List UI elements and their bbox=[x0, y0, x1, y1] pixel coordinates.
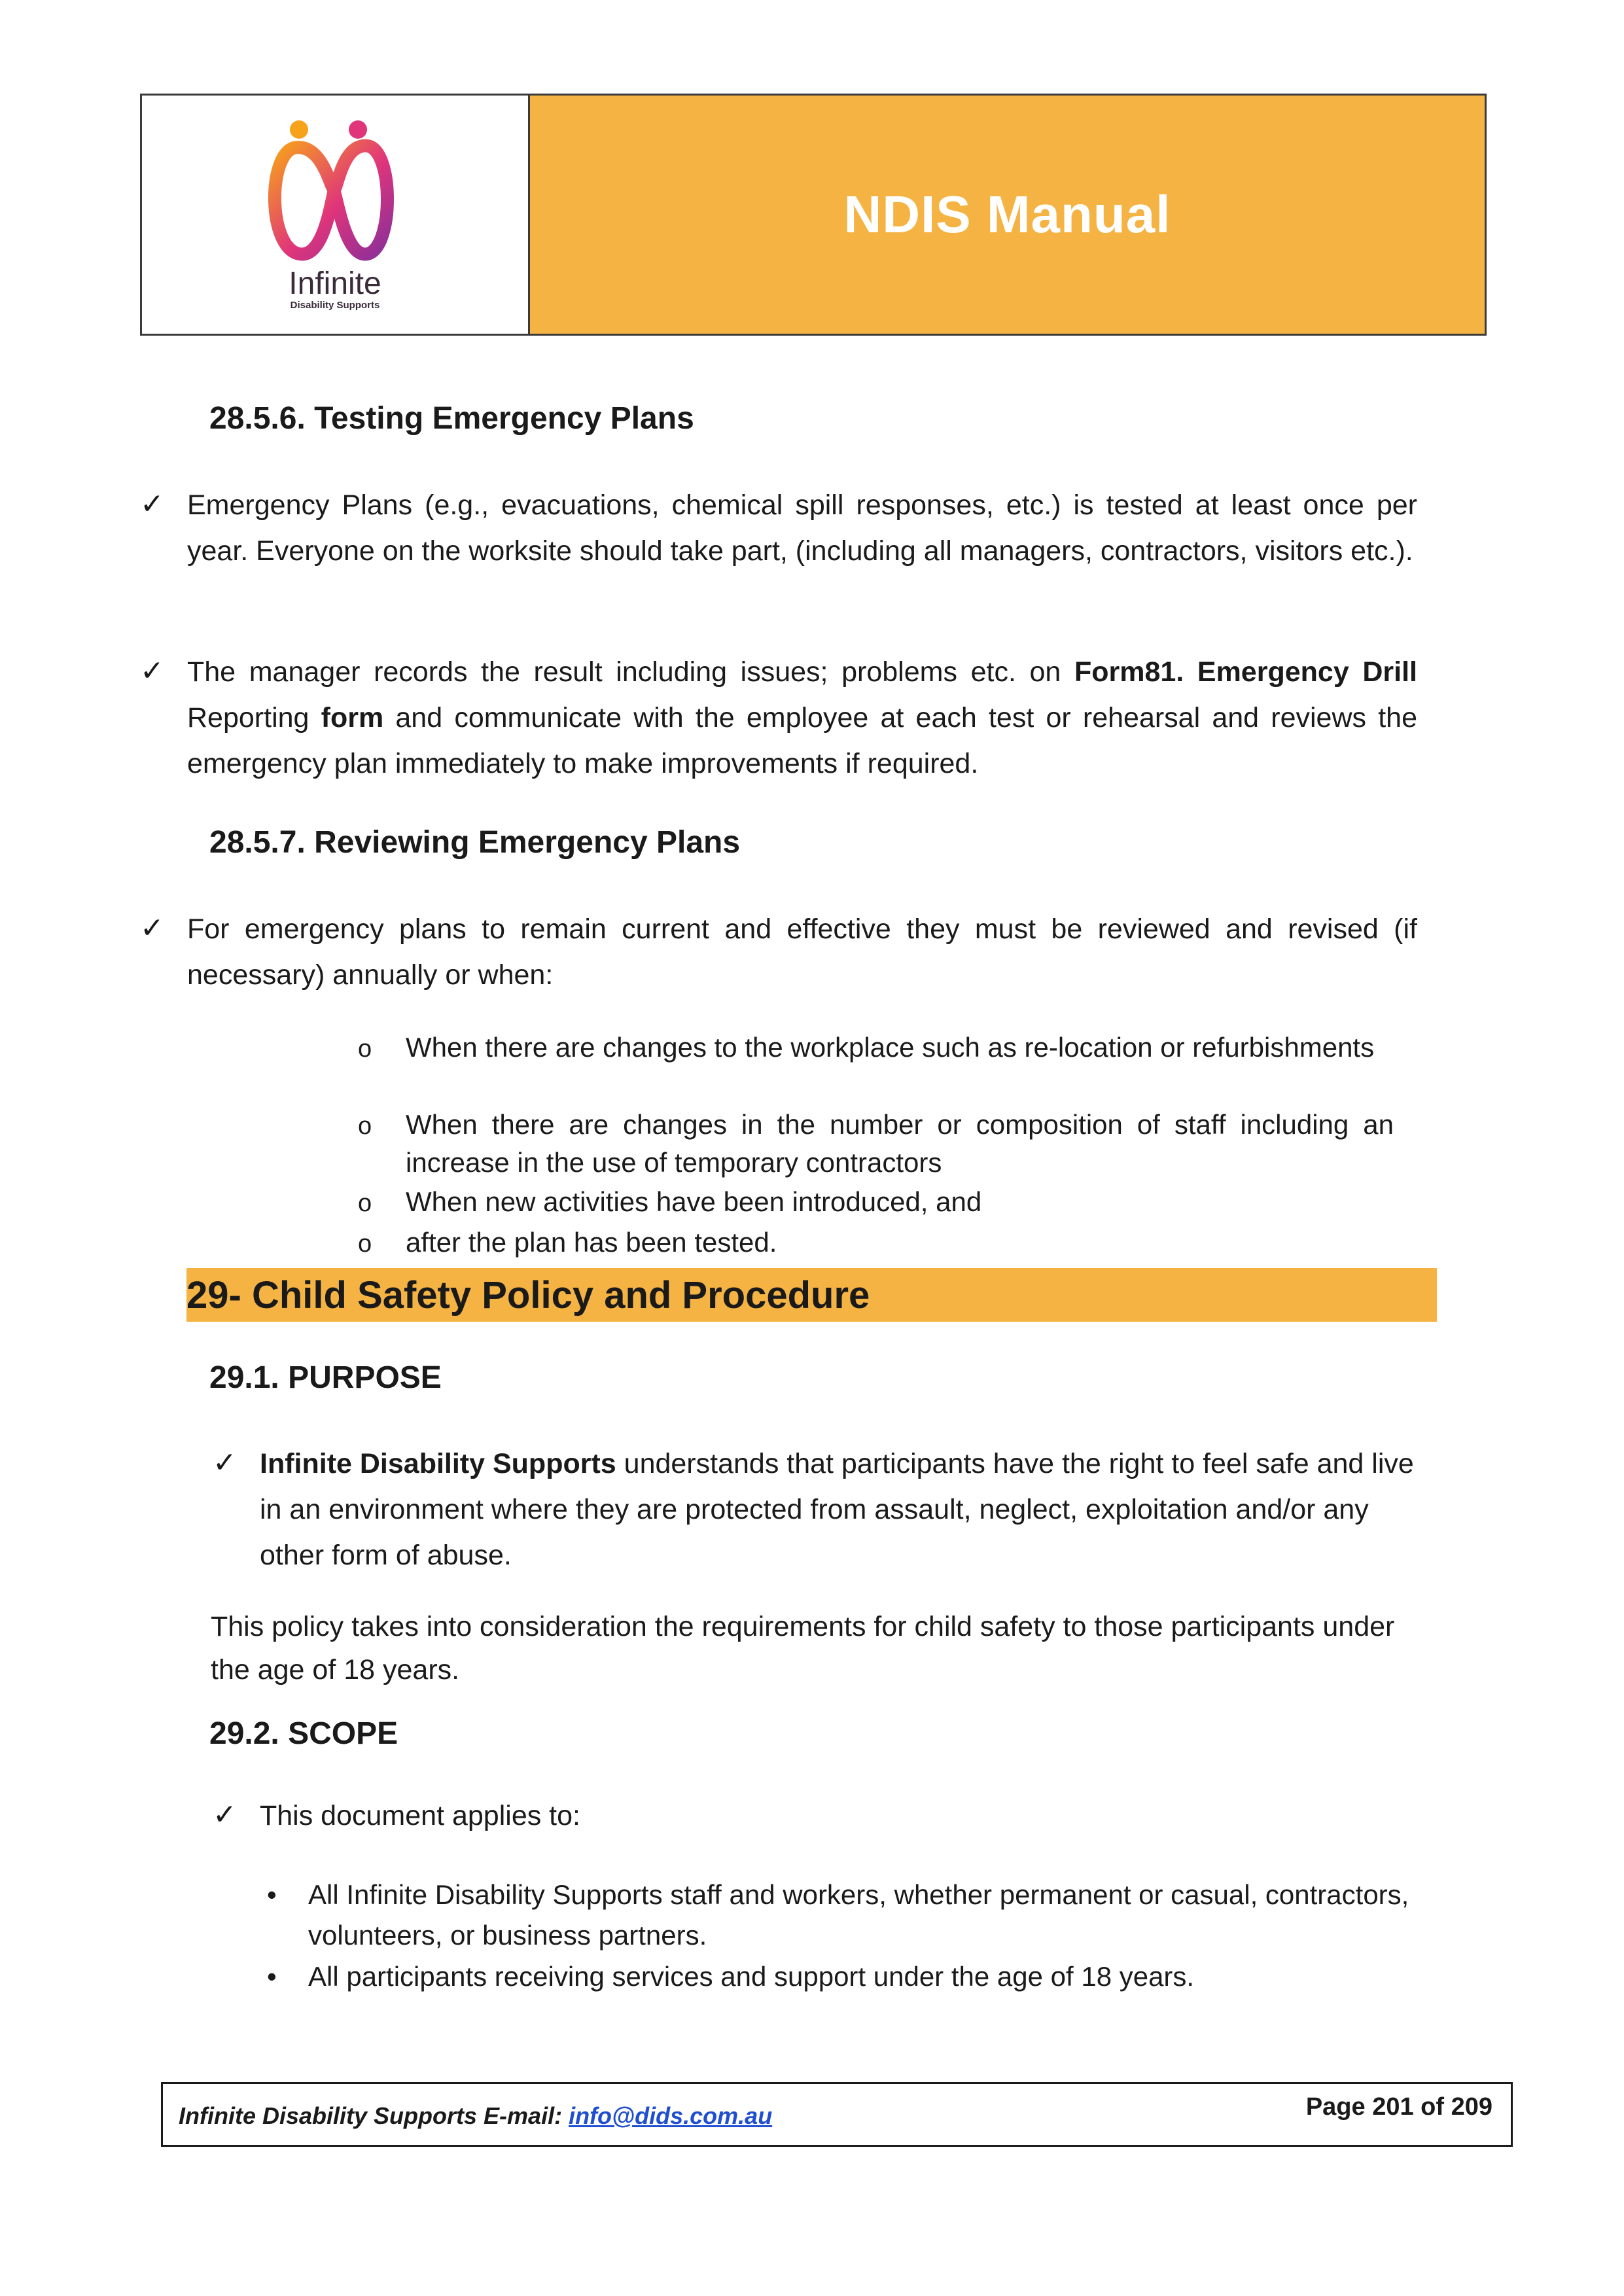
logo-subtitle-text: Disability Supports bbox=[290, 300, 380, 311]
heading-reviewing-emergency-plans: 28.5.7. Reviewing Emergency Plans bbox=[209, 825, 741, 860]
form81-reference: Form81. Emergency Drill bbox=[1074, 656, 1417, 688]
testing-item-2-text: The manager records the result including issues; problems etc. on bbox=[187, 656, 1074, 688]
footer-contact bbox=[179, 2102, 772, 2130]
logo-cell bbox=[142, 96, 530, 334]
document-header bbox=[140, 94, 1487, 336]
scope-intro: This document applies to: bbox=[260, 1800, 580, 1831]
document-title: NDIS Manual bbox=[843, 185, 1171, 243]
testing-item-2 bbox=[187, 649, 1417, 786]
check-icon: ✓ bbox=[213, 1799, 237, 1831]
logo-brand-text: Infinite bbox=[289, 266, 381, 301]
scope-item-1: All Infinite Disability Supports staff and workers, whether permanent or casual, contractors, volunteers, or business partners. bbox=[308, 1879, 1409, 1951]
circle-bullet-icon: o bbox=[358, 1190, 372, 1217]
testing-item-1: Emergency Plans (e.g., evacuations, chemical spill responses, etc.) is tested at least once per year. Everyone on the worksite should take part, (including all managers, contractors, visitors etc.). bbox=[187, 489, 1417, 567]
company-name: Infinite Disability Supports bbox=[260, 1448, 616, 1479]
testing-item-2-text: Reporting bbox=[187, 702, 321, 733]
check-icon: ✓ bbox=[140, 655, 164, 687]
reviewing-sub-item-1: When there are changes to the workplace such as re-location or refurbishments bbox=[406, 1032, 1375, 1063]
testing-item-2-text: and communicate with the employee at each test or rehearsal and reviews the emergency plan immediately to make improvements if required. bbox=[187, 702, 1417, 779]
company-logo bbox=[260, 116, 410, 313]
check-icon: ✓ bbox=[140, 912, 164, 944]
purpose-item-text: understands that participants have the right to feel safe and live in an environment where they are protected from assault, neglect, exploitation and/or any other form of abuse. bbox=[260, 1448, 1414, 1571]
footer-label: Infinite Disability Supports E-mail: bbox=[179, 2102, 569, 2129]
heading-purpose: 29.1. PURPOSE bbox=[209, 1360, 442, 1395]
footer-email-link[interactable]: info@dids.com.au bbox=[569, 2102, 773, 2129]
reviewing-sub-item-2: When there are changes in the number or composition of staff including an increase in the use of temporary contractors bbox=[406, 1109, 1394, 1178]
circle-bullet-icon: o bbox=[358, 1230, 372, 1258]
purpose-item bbox=[260, 1441, 1424, 1578]
document-footer bbox=[161, 2082, 1513, 2147]
check-icon: ✓ bbox=[140, 488, 164, 520]
reviewing-item-1: For emergency plans to remain current and effective they must be reviewed and revised (if necessary) annually or when: bbox=[187, 913, 1417, 991]
reviewing-sub-item-4: after the plan has been tested. bbox=[406, 1227, 777, 1258]
infinity-logo-icon bbox=[260, 116, 410, 274]
scope-item-2: All participants receiving services and support under the age of 18 years. bbox=[308, 1961, 1195, 1992]
form-reference: form bbox=[321, 702, 384, 733]
purpose-paragraph: This policy takes into consideration the requirements for child safety to those participants under the age of 18 years. bbox=[211, 1611, 1395, 1686]
bullet-icon: • bbox=[267, 1879, 277, 1910]
page-number: Page 201 of 209 bbox=[1305, 2093, 1492, 2121]
reviewing-sub-item-3: When new activities have been introduced, and bbox=[406, 1186, 982, 1217]
circle-bullet-icon: o bbox=[358, 1035, 372, 1063]
check-icon: ✓ bbox=[213, 1447, 237, 1479]
circle-bullet-icon: o bbox=[358, 1112, 372, 1140]
heading-scope: 29.2. SCOPE bbox=[209, 1716, 398, 1751]
section-title-child-safety: 29- Child Safety Policy and Procedure bbox=[186, 1273, 870, 1316]
heading-testing-emergency-plans: 28.5.6. Testing Emergency Plans bbox=[209, 401, 694, 436]
header-title-cell bbox=[530, 96, 1485, 334]
section-title-bar bbox=[186, 1268, 1437, 1322]
bullet-icon: • bbox=[267, 1961, 277, 1992]
